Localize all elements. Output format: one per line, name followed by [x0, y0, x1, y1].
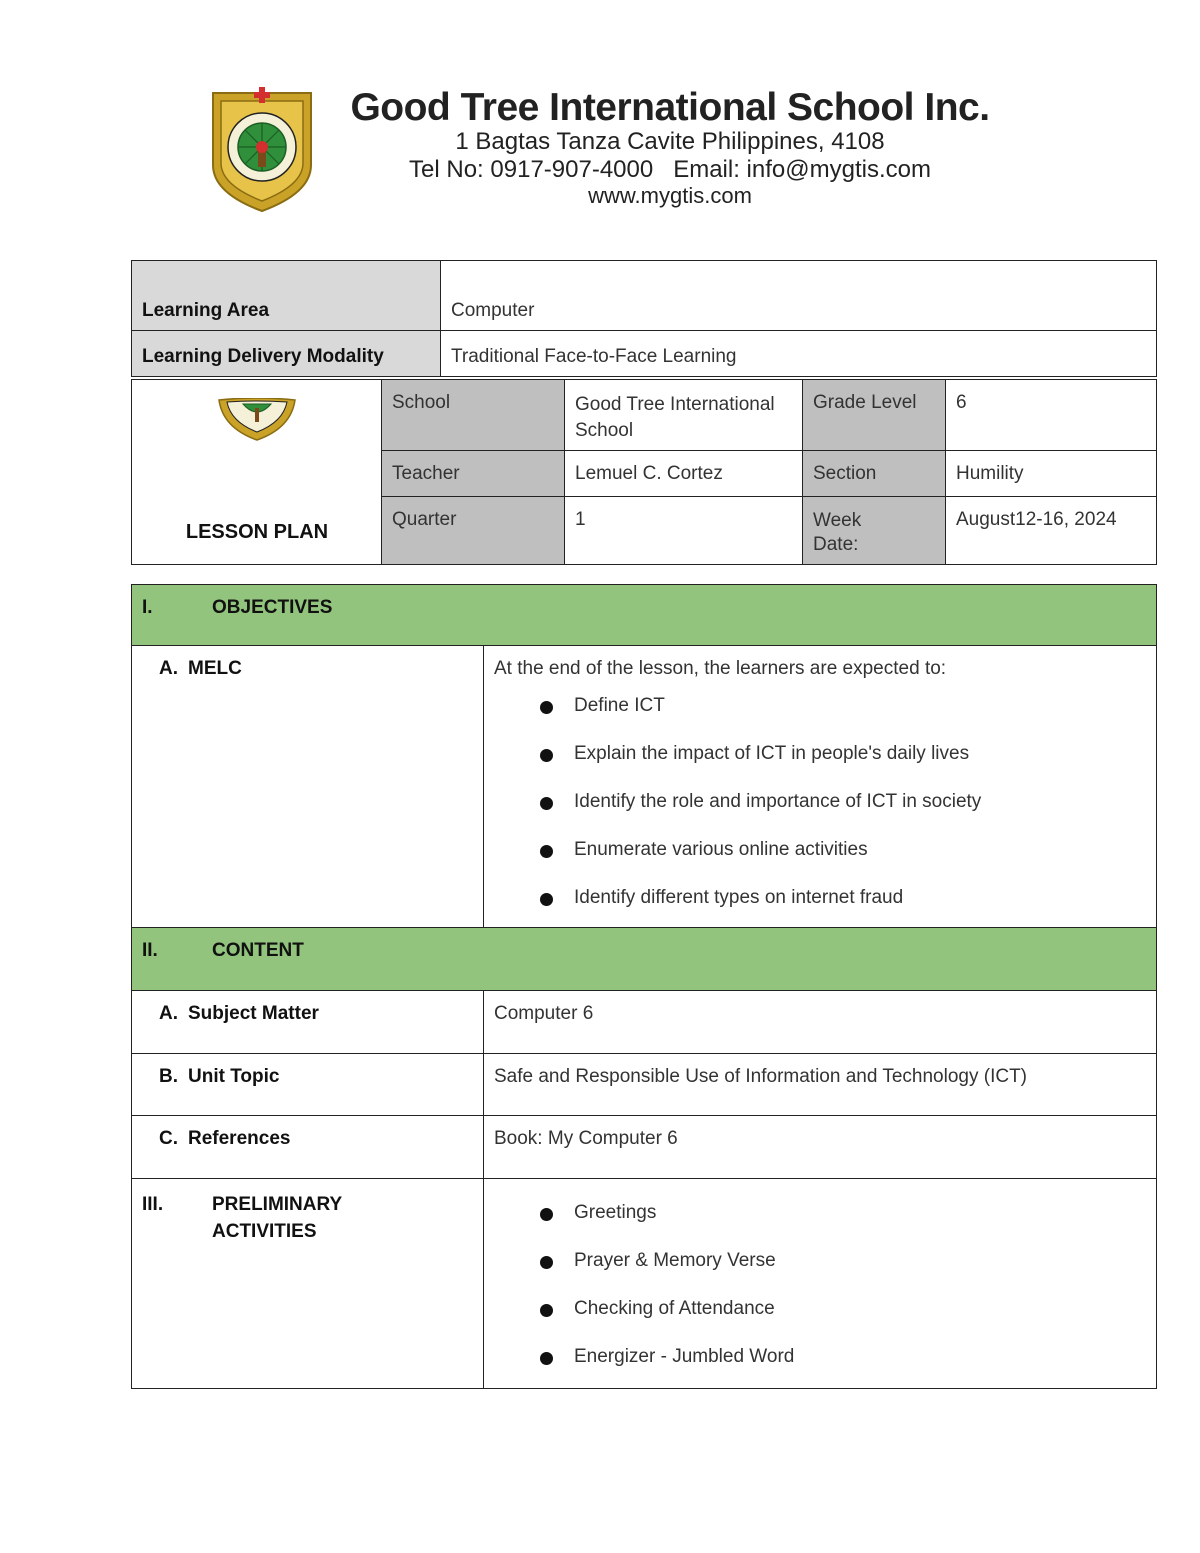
- preliminary-header-cell: [132, 1179, 484, 1389]
- lesson-plan-title: LESSON PLAN: [185, 521, 329, 543]
- preliminary-content: [484, 1179, 1157, 1389]
- list-item: Energizer - Jumbled Word: [536, 1345, 1146, 1373]
- list-item: Prayer & Memory Verse: [536, 1249, 1146, 1297]
- week-date-label: Week Date:: [803, 496, 946, 564]
- objectives-list: [494, 694, 1146, 914]
- school-label: School: [382, 380, 565, 451]
- learning-area-value: Computer: [441, 261, 1157, 331]
- melc-label: MELC: [188, 658, 242, 679]
- school-seal-icon: [217, 398, 297, 442]
- modality-label: Learning Delivery Modality: [132, 331, 441, 377]
- modality-value: Traditional Face-to-Face Learning: [441, 331, 1157, 377]
- section-title: CONTENT: [212, 940, 304, 961]
- school-value: Good Tree International School: [565, 380, 803, 451]
- school-address: 1 Bagtas Tanza Cavite Philippines, 4108: [455, 128, 885, 155]
- subject-matter-label: Subject Matter: [188, 1003, 319, 1024]
- list-item: Explain the impact of ICT in people's daily lives: [536, 742, 1146, 790]
- school-website: www.mygtis.com: [588, 183, 752, 208]
- teacher-label: Teacher: [382, 451, 565, 496]
- week-date-value: August12-16, 2024: [946, 496, 1157, 564]
- school-seal-icon: [207, 85, 317, 213]
- lesson-details-table: [131, 379, 1157, 565]
- section-number: I.: [142, 597, 153, 618]
- list-item: Greetings: [536, 1201, 1146, 1249]
- teacher-value: Lemuel C. Cortez: [565, 451, 803, 496]
- grade-level-value: 6: [946, 380, 1157, 451]
- list-item: Enumerate various online activities: [536, 838, 1146, 886]
- school-contact: Tel No: 0917-907-4000 Email: info@mygtis.com: [409, 156, 931, 183]
- references-label: References: [188, 1128, 291, 1149]
- learning-area-label: Learning Area: [132, 261, 441, 331]
- small-seal-logo: [217, 398, 297, 448]
- section-title: PRELIMINARY ACTIVITIES: [212, 1194, 342, 1242]
- melc-intro: At the end of the lesson, the learners are expected to:: [494, 658, 947, 679]
- unit-topic-label-cell: B. Unit Topic: [132, 1054, 484, 1116]
- unit-topic-label: Unit Topic: [188, 1066, 280, 1087]
- list-item: Checking of Attendance: [536, 1297, 1146, 1345]
- section-number: III.: [142, 1194, 164, 1215]
- references-label-cell: C. References: [132, 1116, 484, 1179]
- melc-label-cell: A. MELC: [132, 646, 484, 928]
- preliminary-list: [494, 1201, 1146, 1373]
- references-value: Book: My Computer 6: [484, 1116, 1157, 1179]
- section-label: Section: [803, 451, 946, 496]
- quarter-value: 1: [565, 496, 803, 564]
- section-number: II.: [142, 940, 158, 961]
- school-name: Good Tree International School Inc.: [350, 86, 990, 129]
- list-item: Define ICT: [536, 694, 1146, 742]
- lesson-plan-table: [131, 584, 1157, 1389]
- section-title: OBJECTIVES: [212, 597, 333, 618]
- subject-matter-label-cell: A. Subject Matter: [132, 991, 484, 1054]
- subject-matter-value: Computer 6: [484, 991, 1157, 1054]
- grade-level-label: Grade Level: [803, 380, 946, 451]
- lesson-plan-cell: [132, 380, 382, 565]
- section-value: Humility: [946, 451, 1157, 496]
- content-header: [132, 928, 1157, 991]
- list-item: Identify different types on internet fraud: [536, 886, 1146, 914]
- melc-content: [484, 646, 1157, 928]
- learning-area-table: [131, 260, 1157, 377]
- quarter-label: Quarter: [382, 496, 565, 564]
- school-seal-logo: [207, 85, 317, 213]
- list-item: Identify the role and importance of ICT in society: [536, 790, 1146, 838]
- unit-topic-value: Safe and Responsible Use of Information and Technology (ICT): [484, 1054, 1157, 1116]
- objectives-header: [132, 585, 1157, 646]
